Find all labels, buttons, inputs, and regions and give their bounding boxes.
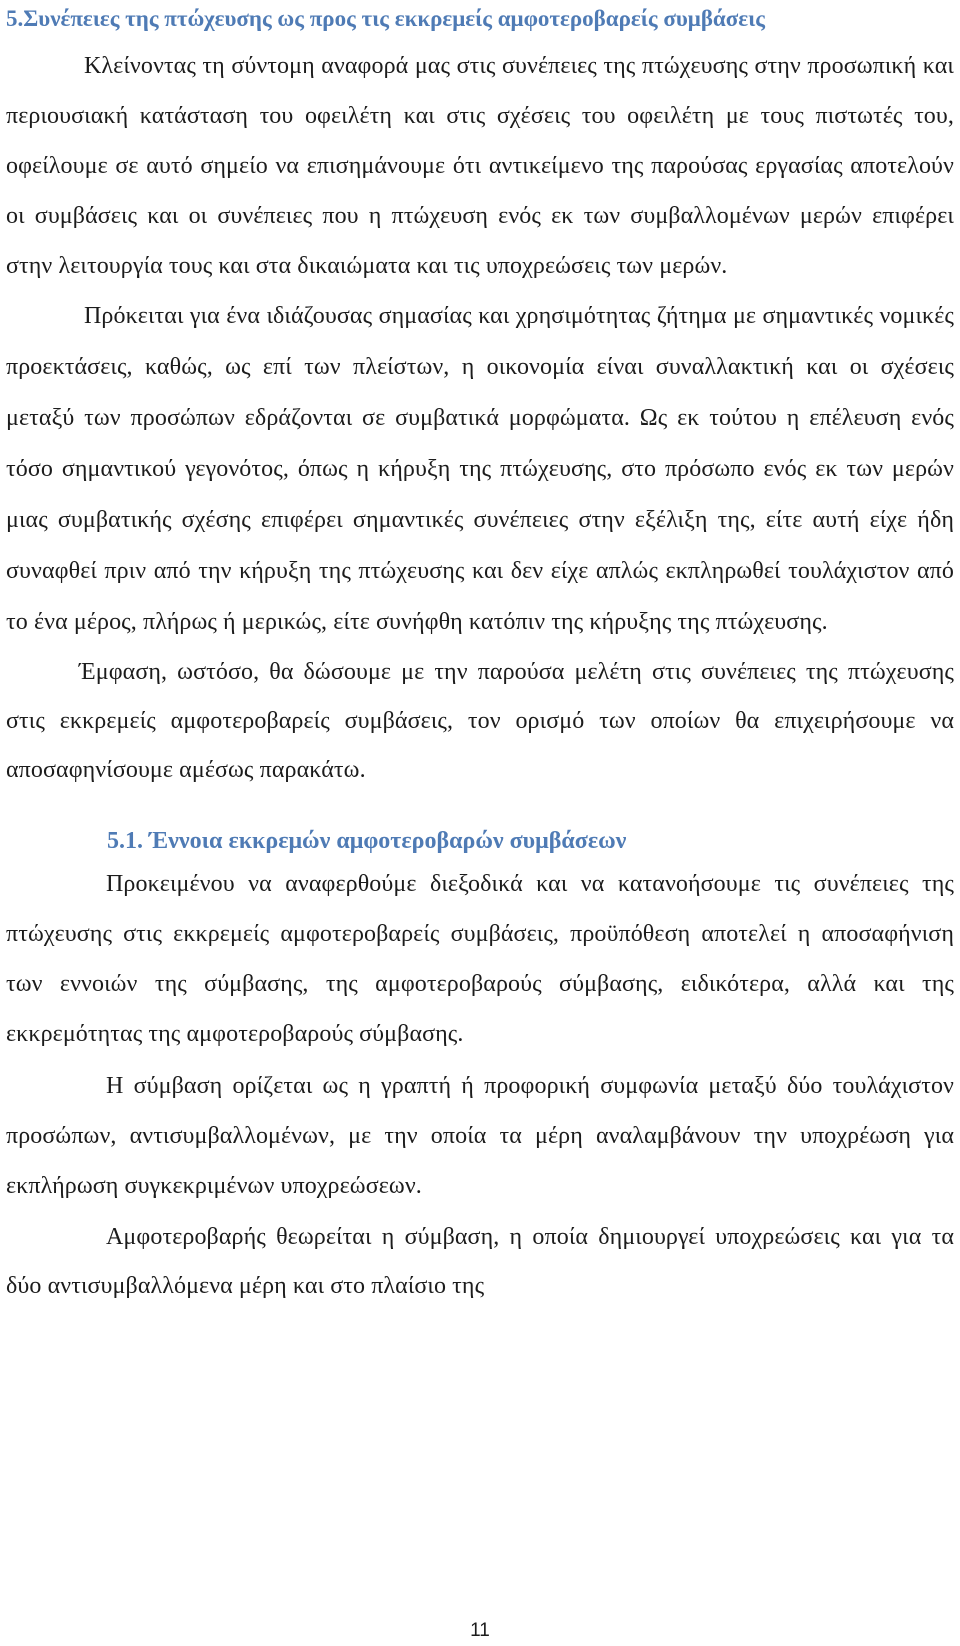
paragraph: Πρόκειται για ένα ιδιάζουσας σημασίας και χρησιμότητας ζήτημα με σημαντικές νομικές προεκτάσεις, καθώς, ως επί των πλείστων, η οικονομία είναι συναλλακτική και οι σχέσεις μεταξύ των προσώπων εδράζονται σε συμβατικά μορφώματα. Ως εκ τούτου η επέλευση ενός τόσο σημαντικού γεγονότος, όπως η κήρυξη της πτώχευσης, στο πρόσωπο ενός εκ των μερών μιας συμβατικής σχέσης επιφέρει σημαντικές συνέπειες στην εξέλιξη της, είτε αυτή είχε ήδη συναφθεί πριν από την κήρυξη της πτώχευσης και δεν είχε απλώς εκπληρωθεί τουλάχιστον από το ένα μέρος, πλήρως ή μερικώς, είτε συνήφθη κατόπιν της κήρυξης της πτώχευσης. bbox=[6, 303, 954, 635]
paragraph: Προκειμένου να αναφερθούμε διεξοδικά και να κατανοήσουμε τις συνέπειες της πτώχευσης στις εκκρεμείς αμφοτεροβαρείς συμβάσεις, προϋπόθεση αποτελεί η αποσαφήνιση των εννοιών της σύμβασης, της αμφοτεροβαρούς σύμβασης, ειδικότερα, αλλά και της εκκρεμότητας της αμφοτεροβαρούς σύμβασης. bbox=[6, 871, 954, 1047]
document-page bbox=[6, 0, 954, 1311]
paragraph: Αμφοτεροβαρής θεωρείται η σύμβαση, η οποία δημιουργεί υποχρεώσεις και για τα δύο αντισυμβαλλόμενα μέρη και στο πλαίσιο της bbox=[6, 1224, 954, 1299]
paragraph: Έμφαση, ωστόσο, θα δώσουμε με την παρούσα μελέτη στις συνέπειες της πτώχευσης στις εκκρεμείς αμφοτεροβαρείς συμβάσεις, τον ορισμό των οποίων θα επιχειρήσουμε να αποσαφηνίσουμε αμέσως παρακάτω. bbox=[6, 659, 954, 783]
subsection-heading: 5.1. Έννοια εκκρεμών αμφοτεροβαρών συμβάσεων bbox=[107, 828, 627, 854]
paragraph: Η σύμβαση ορίζεται ως η γραπτή ή προφορική συμφωνία μεταξύ δύο τουλάχιστον προσώπων, αντισυμβαλλομένων, με την οποία τα μέρη αναλαμβάνουν την υποχρέωση για εκπλήρωση συγκεκριμένων υποχρεώσεων. bbox=[6, 1073, 954, 1199]
paragraph: Κλείνοντας τη σύντομη αναφορά μας στις συνέπειες της πτώχευσης στην προσωπική και περιουσιακή κατάσταση του οφειλέτη και στις σχέσεις του οφειλέτη με τους πιστωτές του, οφείλουμε σε αυτό σημείο να επισημάνουμε ότι αντικείμενο της παρούσας εργασίας αποτελούν οι συμβάσεις και οι συνέπειες που η πτώχευση ενός εκ των συμβαλλομένων μερών επιφέρει στην λειτουργία τους και στα δικαιώματα και τις υποχρεώσεις των μερών. bbox=[6, 53, 954, 279]
page-number: 11 bbox=[470, 1620, 490, 1641]
section-heading: 5.Συνέπειες της πτώχευσης ως προς τις εκκρεμείς αμφοτεροβαρείς συμβάσεις bbox=[6, 6, 765, 31]
